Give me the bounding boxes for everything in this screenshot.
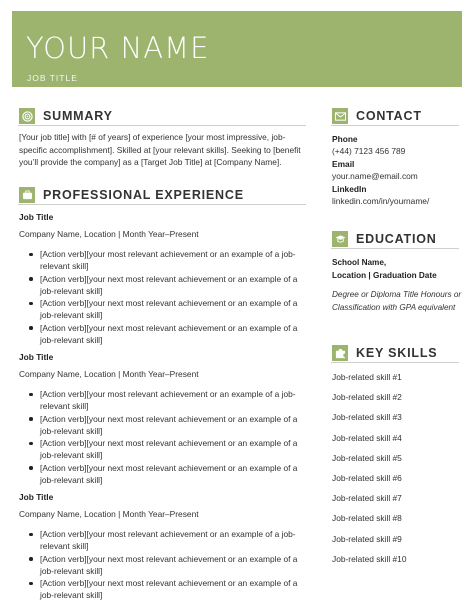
experience-title: PROFESSIONAL EXPERIENCE xyxy=(43,188,244,202)
school-name: School Name, xyxy=(332,258,387,267)
experience-divider xyxy=(18,204,306,205)
puzzle-icon xyxy=(332,345,348,361)
email-value[interactable]: your.name@email.com xyxy=(332,171,418,181)
contact-divider xyxy=(331,125,459,126)
achievement-item: [Action verb][your next most relevant achievement or an example of a job-relevant skill] xyxy=(19,322,311,347)
job-entry-2 xyxy=(19,352,311,486)
skill-item: Job-related skill #3 xyxy=(332,412,402,423)
candidate-name: YOUR NAME xyxy=(26,31,210,65)
achievement-item: [Action verb][your next most relevant achievement or an example of a job-relevant skill] xyxy=(19,577,311,602)
job-title: Job Title xyxy=(19,212,54,222)
contact-title: CONTACT xyxy=(356,109,422,123)
skills-list xyxy=(332,371,462,573)
linkedin-value[interactable]: linkedin.com/in/yourname/ xyxy=(332,196,430,206)
skill-item: Job-related skill #10 xyxy=(332,553,407,564)
summary-heading xyxy=(19,107,113,125)
skill-item: Job-related skill #1 xyxy=(332,372,402,382)
skills-divider xyxy=(331,362,459,363)
job-achievements xyxy=(19,248,311,346)
job-company: Company Name, Location | Month Year–Present xyxy=(19,509,199,519)
contact-heading xyxy=(332,107,422,125)
achievement-item: [Action verb][your next most relevant achievement or an example of a job-relevant skill] xyxy=(19,462,311,487)
education-details xyxy=(332,256,462,314)
skill-item: Job-related skill #9 xyxy=(332,533,402,544)
degree-title: Degree or Diploma Title Honours or Classification with GPA equivalent xyxy=(332,290,462,312)
resume-header xyxy=(12,11,462,87)
phone-label: Phone xyxy=(332,134,358,144)
achievement-item: [Action verb][your next most relevant achievement or an example of a job-relevant skill] xyxy=(19,297,311,322)
achievement-item: [Action verb][your most relevant achievement or an example of a job-relevant skill] xyxy=(19,248,311,273)
graduation-cap-icon xyxy=(332,231,348,247)
job-title: Job Title xyxy=(19,492,54,502)
skills-title: KEY SKILLS xyxy=(356,346,438,360)
linkedin-label: LinkedIn xyxy=(332,184,367,194)
job-entry-3 xyxy=(19,492,311,602)
education-divider xyxy=(331,248,459,249)
school-location-date: Location | Graduation Date xyxy=(332,271,437,280)
achievement-item: [Action verb][your next most relevant achievement or an example of a job-relevant skill] xyxy=(19,553,311,578)
skill-item: Job-related skill #5 xyxy=(332,452,402,463)
job-entry-1 xyxy=(19,212,311,346)
summary-text: [Your job title] with [# of years] of experience [your most impressive, job-specific accomplishment]. Skilled at [your relevant skills]. Seeking to [benefit you’ll provide the company] as a [Target Job Title] at [Company Name]. xyxy=(19,132,301,167)
job-achievements xyxy=(19,388,311,486)
job-company: Company Name, Location | Month Year–Present xyxy=(19,229,199,239)
job-achievements xyxy=(19,528,311,602)
achievement-item: [Action verb][your next most relevant achievement or an example of a job-relevant skill] xyxy=(19,273,311,298)
skills-heading xyxy=(332,344,437,362)
achievement-item: [Action verb][your next most relevant achievement or an example of a job-relevant skill] xyxy=(19,437,311,462)
job-company: Company Name, Location | Month Year–Present xyxy=(19,369,199,379)
skill-item: Job-related skill #8 xyxy=(332,513,402,524)
summary-title: SUMMARY xyxy=(43,109,113,123)
skill-item: Job-related skill #7 xyxy=(332,493,402,504)
contact-details xyxy=(332,133,462,208)
email-label: Email xyxy=(332,159,355,169)
target-icon xyxy=(19,108,35,124)
skill-item: Job-related skill #2 xyxy=(332,392,402,403)
experience-heading xyxy=(19,186,244,204)
job-title: Job Title xyxy=(19,352,54,362)
achievement-item: [Action verb][your most relevant achievement or an example of a job-relevant skill] xyxy=(19,528,311,553)
briefcase-icon xyxy=(19,187,35,203)
education-heading xyxy=(332,230,437,248)
candidate-job-title: JOB TITLE xyxy=(27,73,78,83)
achievement-item: [Action verb][your most relevant achievement or an example of a job-relevant skill] xyxy=(19,388,311,413)
achievement-item: [Action verb][your next most relevant achievement or an example of a job-relevant skill] xyxy=(19,413,311,438)
skill-item: Job-related skill #4 xyxy=(332,432,402,443)
education-title: EDUCATION xyxy=(356,232,437,246)
skill-item: Job-related skill #6 xyxy=(332,472,402,483)
phone-value: (+44) 7123 456 789 xyxy=(332,146,406,156)
envelope-icon xyxy=(332,108,348,124)
summary-divider xyxy=(18,125,306,126)
